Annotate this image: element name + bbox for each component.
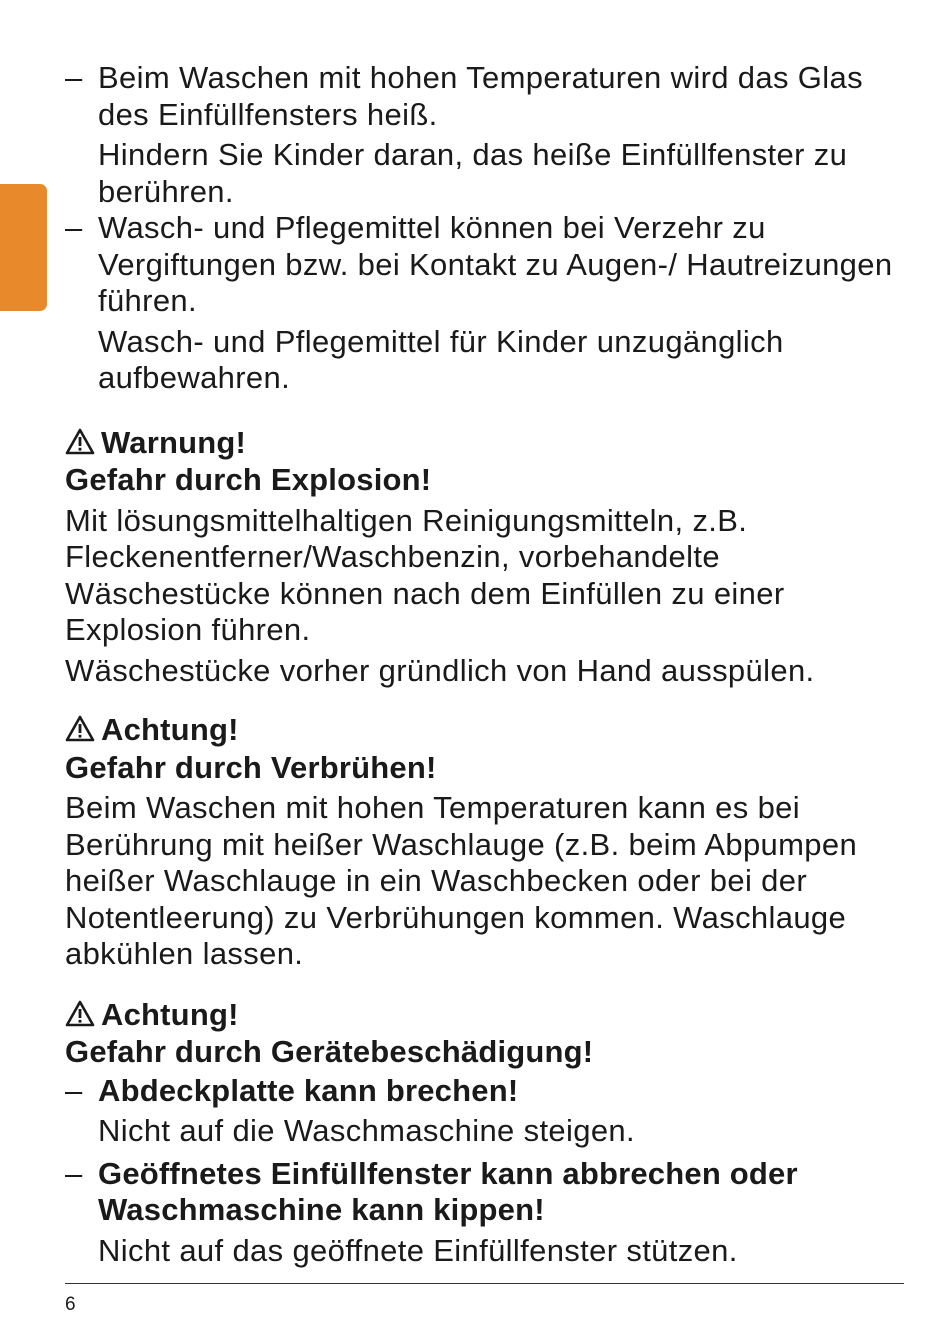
warning-triangle-icon (65, 428, 95, 455)
section-paragraph: Mit lösungsmittelhaltigen Reinigungsmitteln, z.B. Fleckenentferner/Waschbenzin, vorbehandelte Wäschestücke können nach dem Einfüllen zu einer Explosion führen. (65, 502, 785, 647)
page-number: 6 (65, 1294, 76, 1315)
list-dash: – (65, 210, 83, 245)
section-title: Gefahr durch Verbrühen! (65, 749, 437, 785)
list-item (65, 1156, 915, 1270)
warning-triangle-icon (65, 1000, 95, 1027)
bullet-paragraph: Wasch- und Pflegemittel können bei Verzehr zu Vergiftungen bzw. bei Kontakt zu Augen-/ Hautreizungen führen. (98, 210, 893, 318)
bullet-paragraph: Nicht auf die Waschmaschine steigen. (98, 1113, 635, 1148)
warning-label (65, 425, 915, 462)
explosion-warning-section (65, 425, 915, 690)
footer-divider (65, 1283, 904, 1284)
warning-label (65, 712, 915, 749)
warning-label (65, 997, 915, 1034)
intro-bullet-list (65, 60, 915, 397)
scald-warning-section (65, 712, 915, 973)
section-paragraph: Beim Waschen mit hohen Temperaturen kann es bei Berührung mit heißer Waschlauge (z.B. beim Abpumpen heißer Waschlauge in ein Waschbecken oder bei der Notentleerung) zu Verbrühungen kommen. Waschlauge abkühlen lassen. (65, 790, 858, 971)
warning-label-text: Achtung! (101, 996, 239, 1032)
section-title: Gefahr durch Explosion! (65, 462, 432, 497)
bullet-paragraph: Hindern Sie Kinder daran, das heiße Einfüllfenster zu berühren. (98, 137, 848, 209)
bullet-paragraph: Wasch- und Pflegemittel für Kinder unzugänglich aufbewahren. (98, 323, 784, 395)
bullet-paragraph: Nicht auf das geöffnete Einfüllfenster stützen. (98, 1232, 738, 1268)
page-content (65, 60, 915, 1269)
list-dash: – (65, 1155, 83, 1191)
list-item (65, 210, 915, 397)
bullet-heading: Geöffnetes Einfüllfenster kann abbrechen oder Waschmaschine kann kippen! (98, 1155, 798, 1227)
damage-warning-section (65, 997, 915, 1270)
bullet-paragraph: Beim Waschen mit hohen Temperaturen wird das Glas des Einfüllfensters heiß. (98, 60, 863, 132)
warning-label-text: Achtung! (101, 712, 239, 747)
warning-triangle-icon (65, 715, 95, 742)
list-item (65, 60, 915, 210)
section-title: Gefahr durch Gerätebeschädigung! (65, 1034, 594, 1069)
chapter-tab-marker (0, 184, 47, 311)
warning-label-text: Warnung! (101, 424, 247, 460)
bullet-heading: Abdeckplatte kann brechen! (98, 1072, 519, 1108)
section-paragraph: Wäschestücke vorher gründlich von Hand ausspülen. (65, 652, 815, 688)
damage-bullet-list (65, 1073, 915, 1270)
list-item (65, 1073, 915, 1150)
list-dash: – (65, 60, 83, 95)
list-dash: – (65, 1072, 83, 1108)
